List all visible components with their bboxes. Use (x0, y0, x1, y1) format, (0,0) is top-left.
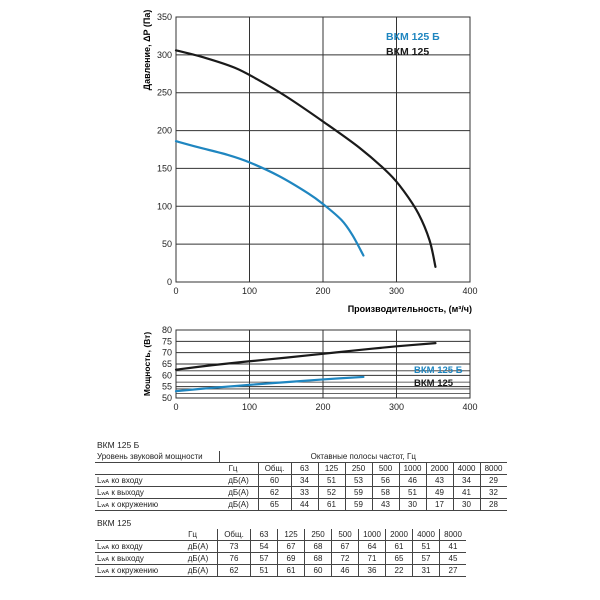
value-cell: 45 (440, 553, 467, 565)
sound-table-2 (95, 529, 466, 577)
col-header: 4000 (453, 463, 480, 475)
value-cell: 46 (399, 475, 426, 487)
col-header: 250 (305, 529, 332, 541)
table2-title: ВКМ 125 (97, 518, 132, 528)
row-label: LwA к выходу (95, 553, 179, 565)
col-header: 500 (332, 529, 359, 541)
value-cell: 43 (372, 499, 399, 511)
value-cell: 67 (278, 541, 305, 553)
x-tick-label: 400 (462, 286, 478, 296)
y-tick-label: 80 (161, 325, 172, 335)
unit-cell: дБ(А) (220, 487, 259, 499)
col-header: 63 (251, 529, 278, 541)
y-tick-label: 55 (161, 381, 172, 392)
y-tick-label: 65 (161, 359, 172, 369)
value-cell: 54 (251, 541, 278, 553)
value-cell: 22 (386, 565, 413, 577)
x-tick-label: 300 (388, 286, 405, 296)
value-cell: 52 (318, 487, 345, 499)
y-tick-label: 250 (156, 87, 172, 98)
value-cell: 62 (218, 565, 251, 577)
col-header: 4000 (413, 529, 440, 541)
value-cell: 67 (332, 541, 359, 553)
value-cell: 61 (278, 565, 305, 577)
col-header: 2000 (386, 529, 413, 541)
x-tick-label: 200 (315, 402, 331, 412)
table-row (95, 487, 507, 499)
value-cell: 58 (372, 487, 399, 499)
x-tick-label: 200 (315, 286, 331, 296)
value-cell: 56 (372, 475, 399, 487)
x-tick-label: 100 (241, 402, 258, 412)
value-cell: 27 (440, 565, 467, 577)
value-cell: 33 (291, 487, 318, 499)
row-label: LwA ко входу (95, 475, 220, 487)
y-tick-label: 50 (161, 239, 172, 250)
value-cell: 41 (453, 487, 480, 499)
col-header: 8000 (440, 529, 467, 541)
col-header: 125 (318, 463, 345, 475)
value-cell: 34 (453, 475, 480, 487)
value-cell: 60 (258, 475, 291, 487)
value-cell: 29 (480, 475, 507, 487)
col-header: 125 (278, 529, 305, 541)
value-cell: 69 (278, 553, 305, 565)
value-cell: 60 (305, 565, 332, 577)
col-header: 63 (291, 463, 318, 475)
legend-bkm125: ВКМ 125 (386, 46, 430, 58)
value-cell: 41 (440, 541, 467, 553)
x-tick-label: 0 (173, 286, 179, 296)
x-tick-label: 400 (462, 402, 478, 412)
value-cell: 51 (399, 487, 426, 499)
value-cell: 68 (305, 553, 332, 565)
col-header: 1000 (359, 529, 386, 541)
power-legend-bkm125b: ВКМ 125 Б (414, 365, 463, 376)
value-cell: 73 (218, 541, 251, 553)
unit-cell: дБ(А) (220, 475, 259, 487)
value-cell: 28 (480, 499, 507, 511)
row-header: Уровень звуковой мощности (95, 451, 220, 463)
value-cell: 76 (218, 553, 251, 565)
col-header: 8000 (480, 463, 507, 475)
sound-table-1 (95, 451, 507, 511)
y-tick-label: 300 (156, 49, 172, 60)
hz-label: Гц (95, 529, 218, 541)
unit-cell: дБ(А) (179, 565, 218, 577)
table-row (95, 553, 466, 565)
y-tick-label: 70 (161, 347, 172, 358)
row-label: LwA к окружению (95, 565, 179, 577)
y-tick-label: 0 (166, 277, 172, 287)
y-tick-label: 50 (161, 393, 172, 403)
pressure-y-label: Давление, ΔP (Па) (142, 9, 152, 91)
col-header: 1000 (399, 463, 426, 475)
value-cell: 32 (480, 487, 507, 499)
band-header: Октавные полосы частот, Гц (220, 451, 507, 463)
value-cell: 61 (386, 541, 413, 553)
value-cell: 44 (291, 499, 318, 511)
y-tick-label: 100 (156, 201, 172, 212)
unit-cell: дБ(А) (179, 553, 218, 565)
pressure-x-label: Производительность, (м³/ч) (347, 304, 472, 314)
y-tick-label: 150 (156, 163, 172, 174)
value-cell: 30 (399, 499, 426, 511)
unit-cell: дБ(А) (179, 541, 218, 553)
hz-label: Гц (95, 463, 258, 475)
row-label: LwA ко входу (95, 541, 179, 553)
row-label: LwA к выходу (95, 487, 220, 499)
legend-bkm125b: ВКМ 125 Б (386, 31, 440, 43)
value-cell: 71 (359, 553, 386, 565)
value-cell: 36 (359, 565, 386, 577)
value-cell: 53 (345, 475, 372, 487)
series-line (176, 141, 363, 255)
value-cell: 17 (426, 499, 453, 511)
y-tick-label: 350 (156, 12, 172, 22)
x-tick-label: 0 (173, 402, 179, 412)
table1-title: ВКМ 125 Б (97, 440, 140, 450)
value-cell: 46 (332, 565, 359, 577)
value-cell: 30 (453, 499, 480, 511)
y-tick-label: 60 (161, 370, 172, 381)
value-cell: 51 (318, 475, 345, 487)
value-cell: 31 (413, 565, 440, 577)
value-cell: 59 (345, 487, 372, 499)
row-label: LwA к окружению (95, 499, 220, 511)
value-cell: 43 (426, 475, 453, 487)
value-cell: 59 (345, 499, 372, 511)
table-row (95, 499, 507, 511)
y-tick-label: 75 (161, 336, 172, 347)
value-cell: 65 (386, 553, 413, 565)
unit-cell: дБ(А) (220, 499, 259, 511)
value-cell: 72 (332, 553, 359, 565)
col-header: Общ. (218, 529, 251, 541)
value-cell: 57 (413, 553, 440, 565)
power-chart (0, 320, 600, 420)
value-cell: 51 (251, 565, 278, 577)
y-tick-label: 200 (156, 125, 172, 136)
x-tick-label: 300 (388, 402, 405, 412)
value-cell: 68 (305, 541, 332, 553)
col-header: 2000 (426, 463, 453, 475)
table-row (95, 475, 507, 487)
value-cell: 34 (291, 475, 318, 487)
power-y-label: Мощность, (Вт) (142, 331, 152, 397)
x-tick-label: 100 (241, 286, 258, 296)
table-row (95, 565, 466, 577)
col-header: Общ. (258, 463, 291, 475)
value-cell: 49 (426, 487, 453, 499)
value-cell: 65 (258, 499, 291, 511)
value-cell: 62 (258, 487, 291, 499)
col-header: 500 (372, 463, 399, 475)
table-row (95, 541, 466, 553)
power-legend-bkm125: ВКМ 125 (414, 378, 454, 389)
value-cell: 51 (413, 541, 440, 553)
value-cell: 64 (359, 541, 386, 553)
col-header: 250 (345, 463, 372, 475)
value-cell: 61 (318, 499, 345, 511)
value-cell: 57 (251, 553, 278, 565)
